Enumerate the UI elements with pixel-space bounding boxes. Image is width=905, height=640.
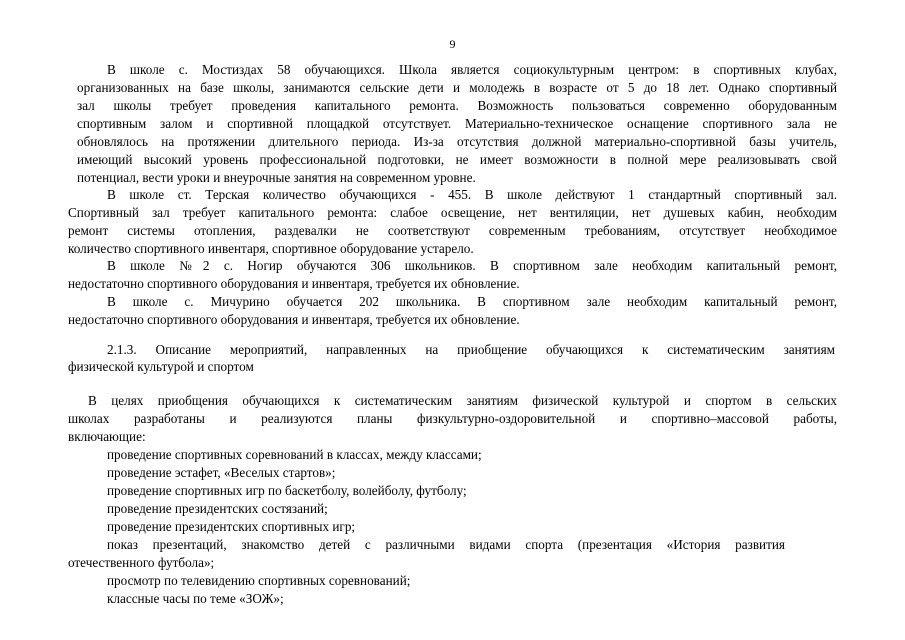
text-line: зал школы требует проведения капитального ремонта. Возможность пользоваться современно оборудованным (77, 98, 837, 113)
text-line: включающие: (68, 429, 146, 444)
page-number: 9 (449, 37, 456, 51)
text-line: Спортивный зал требует капитального ремонта: слабое освещение, нет вентиляции, нет душевых кабин, необходим (68, 205, 837, 220)
text-line: В школе с. Мостиздах 58 обучающихся. Школа является социокультурным центром: в спортивных клубах, (107, 62, 837, 77)
list-item: показ презентаций, знакомство детей с различными видами спорта (презентация «История развития (107, 537, 785, 552)
text-line: ремонт системы отопления, раздевалки не соответствуют современным требованиям, отсутствует необходимое (68, 223, 837, 238)
section-heading-cont: физической культурой и спортом (68, 359, 254, 374)
list-item: проведение президентских состязаний; (107, 501, 328, 516)
text-line: школах разработаны и реализуются планы физкультурно-оздоровительной и спортивно–массовой работы, (68, 411, 837, 426)
section-heading: 2.1.3. Описание мероприятий, направленных на приобщение обучающихся к систематическим занятиям (107, 342, 835, 357)
text-line: В целях приобщения обучающихся к систематическим занятиям физической культурой и спортом в сельских (88, 393, 837, 408)
text-line: недостаточно спортивного оборудования и инвентаря, требуется их обновление. (68, 312, 520, 327)
list-item: классные часы по теме «ЗОЖ»; (107, 591, 284, 606)
list-item: проведение эстафет, «Веселых стартов»; (107, 465, 336, 480)
text-line: имеющий высокий уровень профессиональной подготовки, не имеет возможности в полной мере реализовывать свой (77, 152, 837, 167)
list-item: проведение президентских спортивных игр; (107, 519, 356, 534)
list-item: проведение спортивных соревнований в классах, между классами; (107, 447, 482, 462)
text-line: потенциал, вести уроки и внеурочные занятия на современном уровне. (77, 170, 476, 185)
text-line: организованных на базе школы, занимаются сельские дети и молодежь в возрасте от 5 до 18 лет. Однако спортивный (77, 80, 837, 95)
text-line: недостаточно спортивного оборудования и инвентаря, требуется их обновление. (68, 276, 520, 291)
text-line: обновлялось на протяжении длительного периода. Из-за отсутствия должной материально-спортивной базы учитель, (77, 134, 837, 149)
text-line: В школе ст. Терская количество обучающихся - 455. В школе действуют 1 стандартный спортивный зал. (107, 187, 837, 202)
list-item: проведение спортивных игр по баскетболу, волейболу, футболу; (107, 483, 467, 498)
text-line: количество спортивного инвентаря, спортивное оборудование устарело. (68, 241, 474, 256)
text-line: спортивным залом и спортивной площадкой отсутствует. Материально-техническое оснащение спортивного зала не (77, 116, 837, 131)
text-line: В школе с. Мичурино обучается 202 школьника. В спортивном зале необходим капитальный ремонт, (107, 294, 837, 309)
list-item: просмотр по телевидению спортивных соревнований; (107, 573, 411, 588)
text-line: В школе №2 с. Ногир обучаются 306 школьников. В спортивном зале необходим капитальный ремонт, (107, 258, 837, 273)
list-item-cont: отечественного футбола»; (68, 555, 215, 570)
